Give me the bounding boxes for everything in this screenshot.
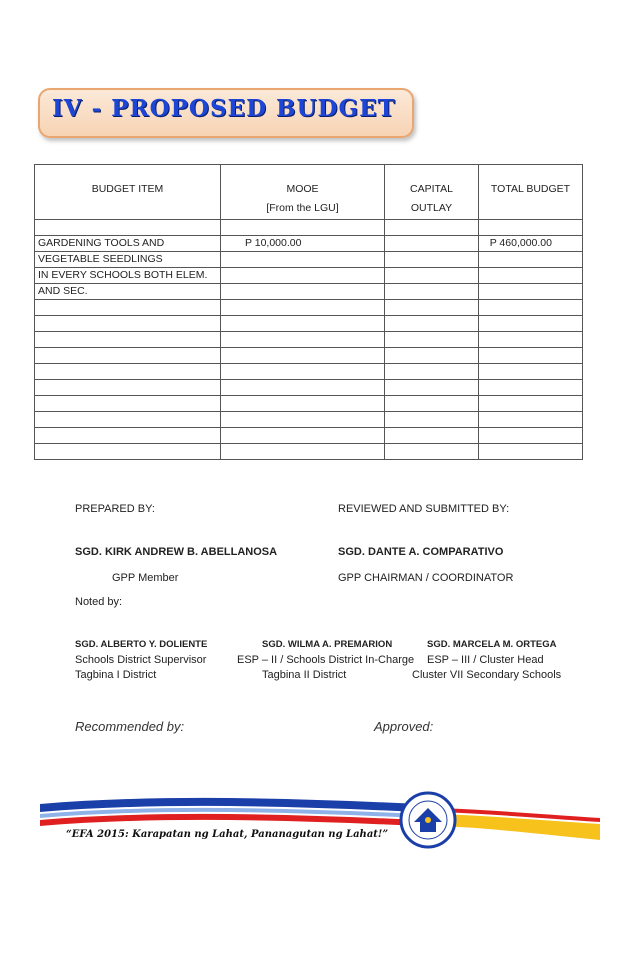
table-row — [35, 252, 583, 268]
noted-role-3: ESP – III / Cluster Head — [427, 654, 544, 666]
table-row — [35, 332, 583, 348]
recommended-label: Recommended by: — [75, 719, 185, 734]
table-row — [35, 220, 583, 236]
table-header-row-2 — [35, 201, 583, 220]
table-row — [35, 380, 583, 396]
reviewed-label: REVIEWED AND SUBMITTED BY: — [338, 503, 510, 515]
noted-name-2: SGD. WILMA A. PREMARION — [262, 639, 393, 650]
budget-table — [34, 164, 583, 460]
noted-place-1: Tagbina I District — [75, 669, 157, 681]
header-mooe-sub: [From the LGU] — [221, 201, 385, 220]
header-total: TOTAL BUDGET — [479, 165, 583, 202]
prepared-name: SGD. KIRK ANDREW B. ABELLANOSA — [75, 546, 278, 558]
header-capital: CAPITAL — [385, 165, 479, 202]
table-row — [35, 444, 583, 460]
header-mooe: MOOE — [221, 165, 385, 202]
table-row — [35, 300, 583, 316]
table-row — [35, 236, 583, 252]
table-row — [35, 396, 583, 412]
deped-seal-icon — [401, 793, 455, 847]
noted-place-2: Tagbina II District — [262, 669, 347, 681]
footer-stripes — [40, 790, 600, 860]
section-banner — [38, 88, 414, 138]
header-capital-sub: OUTLAY — [385, 201, 479, 220]
table-cell: P 10,000.00 — [221, 236, 385, 252]
noted-role-1: Schools District Supervisor — [75, 654, 207, 666]
prepared-label: PREPARED BY: — [75, 503, 155, 515]
noted-name-3: SGD. MARCELA M. ORTEGA — [427, 639, 557, 650]
table-cell: AND SEC. — [35, 284, 221, 300]
prepared-role: GPP Member — [112, 572, 179, 584]
reviewed-role: GPP CHAIRMAN / COORDINATOR — [338, 572, 514, 584]
table-cell: IN EVERY SCHOOLS BOTH ELEM. — [35, 268, 221, 284]
table-cell — [385, 236, 479, 252]
footer-motto: “EFA 2015: Karapatan ng Lahat, Pananagutan ng Lahat!” — [66, 829, 389, 840]
table-cell: P 460,000.00 — [479, 236, 583, 252]
table-row — [35, 364, 583, 380]
table-row — [35, 316, 583, 332]
table-row — [35, 268, 583, 284]
table-row — [35, 284, 583, 300]
table-header-row — [35, 165, 583, 202]
table-row — [35, 412, 583, 428]
section-title: IV - PROPOSED BUDGET — [52, 95, 396, 122]
table-row — [35, 428, 583, 444]
noted-label: Noted by: — [75, 596, 123, 608]
table-row — [35, 348, 583, 364]
approved-label: Approved: — [374, 719, 434, 734]
noted-place-3: Cluster VII Secondary Schools — [412, 669, 562, 681]
table-cell: GARDENING TOOLS AND — [35, 236, 221, 252]
reviewed-name: SGD. DANTE A. COMPARATIVO — [338, 546, 504, 558]
header-budget-item: BUDGET ITEM — [35, 165, 221, 202]
table-cell: VEGETABLE SEEDLINGS — [35, 252, 221, 268]
noted-role-2: ESP – II / Schools District In-Charge — [237, 654, 415, 666]
noted-name-1: SGD. ALBERTO Y. DOLIENTE — [75, 639, 208, 650]
